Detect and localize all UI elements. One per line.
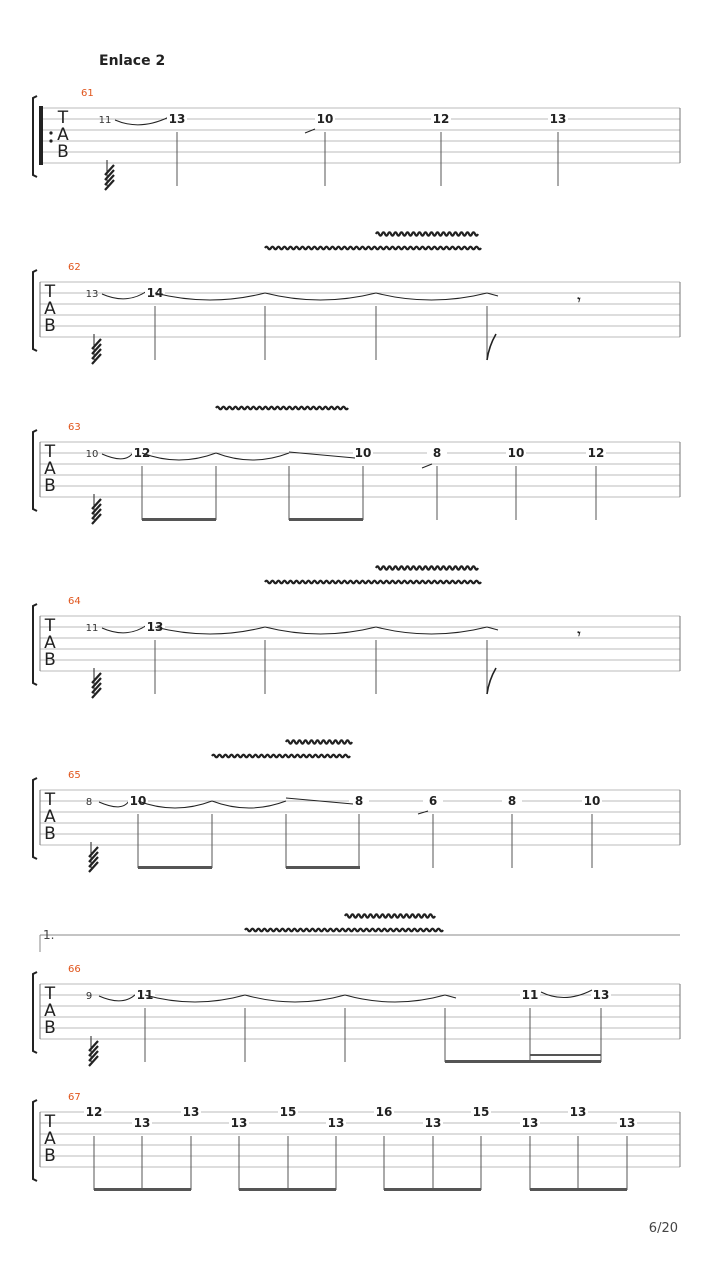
beam	[384, 1188, 481, 1191]
tab-clef-letter-t: T	[44, 442, 56, 462]
fret-number: 14	[146, 286, 164, 300]
tab-clef-letter-t: T	[57, 108, 69, 128]
fret-number: 13	[521, 1116, 539, 1130]
vibrato-heavy	[286, 740, 352, 743]
tab-clef-letter-t: T	[44, 984, 56, 1004]
fret-number: 8	[507, 794, 517, 808]
fret-number: 13	[549, 112, 567, 126]
beam	[530, 1188, 627, 1191]
grace-note: 13	[85, 289, 99, 300]
repeat-dot	[49, 139, 52, 142]
fret-number: 13	[133, 1116, 151, 1130]
tie	[155, 293, 265, 300]
tie	[245, 995, 345, 1002]
measure-number: 63	[68, 422, 81, 433]
tab-clef-letter-t: T	[44, 616, 56, 636]
fret-number: 6	[428, 794, 438, 808]
vibrato-heavy	[345, 914, 435, 917]
vibrato-wide	[265, 247, 481, 250]
fret-number: 10	[507, 446, 525, 460]
tie	[265, 293, 376, 300]
fret-number: 10	[354, 446, 372, 460]
grace-slur	[99, 993, 137, 1001]
vibrato-wide	[245, 929, 443, 932]
eighth-rest: 𝄾	[577, 627, 581, 641]
beam	[289, 518, 363, 521]
volta-label: 1.	[43, 928, 55, 942]
fret-number: 11	[521, 988, 539, 1002]
grace-slur	[102, 291, 147, 299]
fret-number: 16	[375, 1105, 393, 1119]
fret-number: 8	[354, 794, 364, 808]
system-bracket	[33, 778, 37, 859]
vibrato-heavy	[376, 566, 478, 569]
beam	[445, 1060, 601, 1063]
eighth-flag	[487, 668, 496, 694]
fret-number: 13	[168, 112, 186, 126]
beam	[138, 866, 212, 869]
tab-clef-letter-b: B	[44, 1018, 56, 1038]
vibrato	[216, 407, 348, 410]
tie	[376, 627, 487, 634]
tab-clef-letter-b: B	[44, 650, 56, 670]
tab-clef-letter-a: A	[44, 1001, 56, 1021]
fret-number: 13	[569, 1105, 587, 1119]
tab-clef-letter-a: A	[44, 633, 56, 653]
tab-clef-letter-b: B	[44, 316, 56, 336]
grace-slur	[102, 451, 134, 459]
system-bracket	[33, 972, 37, 1053]
system-bracket	[33, 96, 37, 177]
beam	[142, 518, 216, 521]
tab-clef-letter-a: A	[44, 807, 56, 827]
section-title: Enlace 2	[99, 53, 166, 69]
tab-clef-letter-a: A	[44, 1129, 56, 1149]
grace-note: 8	[85, 797, 93, 808]
tie	[212, 801, 286, 808]
tab-clef-letter-a: A	[57, 125, 69, 145]
tab-clef-letter-b: B	[44, 476, 56, 496]
beam-secondary	[530, 1054, 601, 1056]
tab-clef-letter-t: T	[44, 1112, 56, 1132]
system-bracket	[33, 270, 37, 351]
grace-note: 10	[85, 449, 99, 460]
fret-number: 15	[472, 1105, 490, 1119]
fret-number: 10	[316, 112, 334, 126]
slur	[541, 990, 592, 998]
fret-number: 13	[424, 1116, 442, 1130]
system-bracket	[33, 604, 37, 685]
fret-number: 13	[618, 1116, 636, 1130]
measure-number: 62	[68, 262, 81, 273]
measure-number: 64	[68, 596, 81, 607]
eighth-flag	[487, 334, 496, 360]
measure-number: 65	[68, 770, 81, 781]
tie	[345, 995, 445, 1002]
measure-number: 61	[81, 88, 94, 99]
fret-number: 13	[146, 620, 164, 634]
vibrato-heavy	[376, 232, 478, 235]
eighth-rest: 𝄾	[577, 293, 581, 307]
grace-note: 11	[85, 623, 99, 634]
fret-number: 10	[129, 794, 147, 808]
fret-number: 11	[136, 988, 154, 1002]
fret-number: 13	[182, 1105, 200, 1119]
beam	[286, 866, 360, 869]
tab-clef-letter-b: B	[44, 824, 56, 844]
fret-number: 12	[133, 446, 151, 460]
page-number: 6/20	[648, 1221, 678, 1236]
tab-clef-letter-b: B	[57, 142, 69, 162]
slide-in	[422, 464, 432, 468]
measure-number: 67	[68, 1092, 81, 1103]
tie	[145, 995, 245, 1002]
fret-number: 13	[230, 1116, 248, 1130]
tie	[138, 801, 212, 808]
vibrato-wide	[212, 755, 350, 758]
grace-slur	[115, 117, 169, 125]
beam	[94, 1188, 191, 1191]
tie	[155, 627, 265, 634]
fret-number: 10	[583, 794, 601, 808]
grace-slur	[102, 625, 147, 633]
repeat-start-thick-bar	[39, 106, 43, 165]
tie	[376, 293, 487, 300]
fret-number: 8	[432, 446, 442, 460]
tab-clef-letter-b: B	[44, 1146, 56, 1166]
beam	[239, 1188, 336, 1191]
grace-slur	[99, 799, 130, 807]
tie	[216, 453, 289, 460]
system-bracket	[33, 430, 37, 511]
system-bracket	[33, 1100, 37, 1181]
fret-number: 12	[432, 112, 450, 126]
fret-number: 15	[279, 1105, 297, 1119]
fret-number: 13	[592, 988, 610, 1002]
repeat-dot	[49, 131, 52, 134]
fret-number: 12	[587, 446, 605, 460]
fret-number: 12	[85, 1105, 103, 1119]
tab-clef-letter-t: T	[44, 282, 56, 302]
grace-note: 11	[98, 115, 112, 126]
fret-number: 13	[327, 1116, 345, 1130]
tab-clef-letter-a: A	[44, 459, 56, 479]
vibrato-wide	[265, 581, 481, 584]
tab-clef-letter-t: T	[44, 790, 56, 810]
tie	[265, 627, 376, 634]
measure-number: 66	[68, 964, 81, 975]
tie	[142, 453, 216, 460]
tab-clef-letter-a: A	[44, 299, 56, 319]
grace-note: 9	[85, 991, 93, 1002]
